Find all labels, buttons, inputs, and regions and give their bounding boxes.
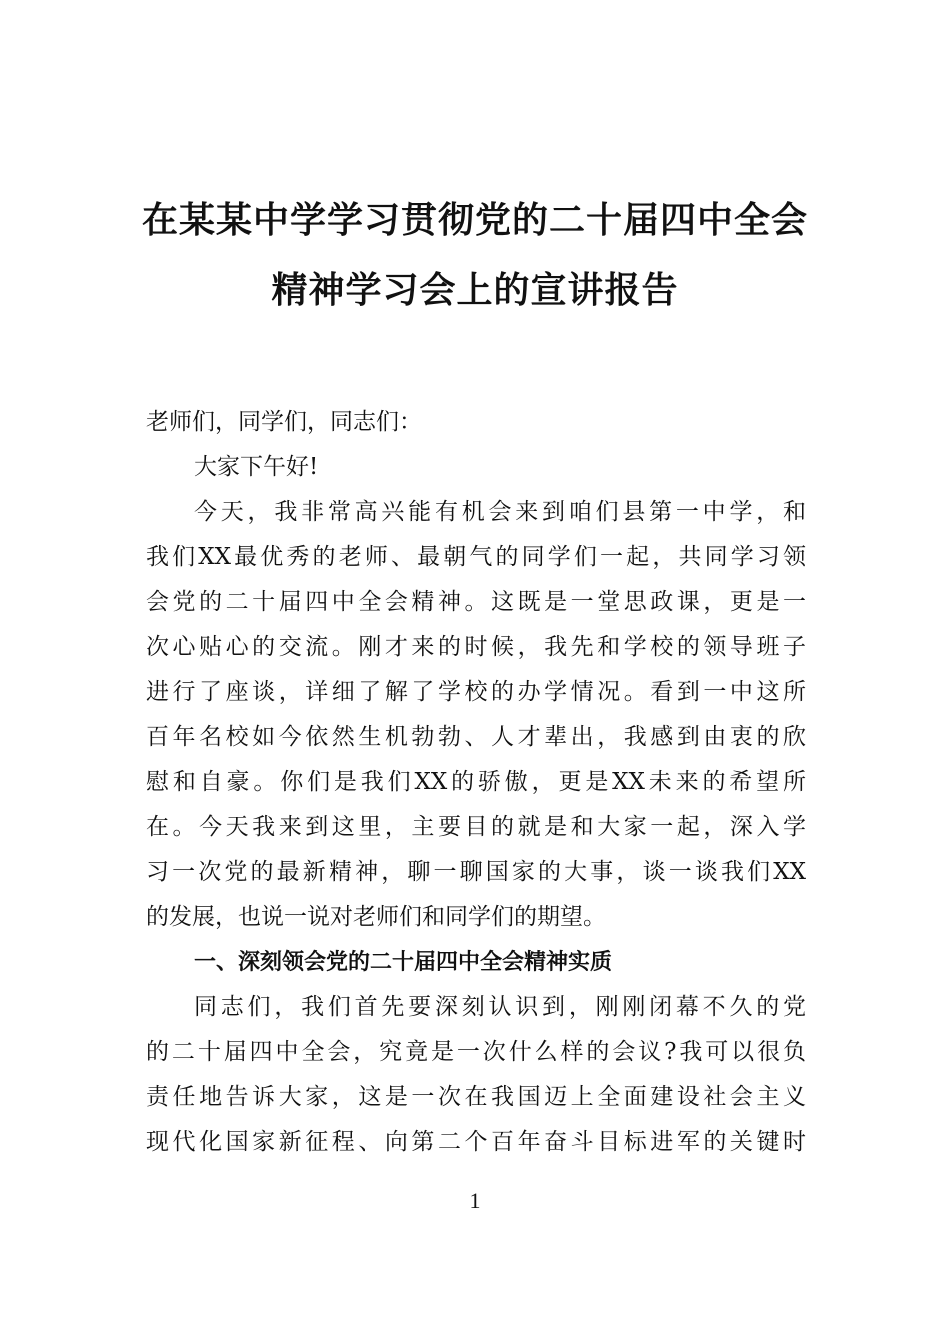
paragraph-1-line: 的发展，也说一说对老师们和同学们的期望。 xyxy=(146,904,606,930)
paragraph-1-line: 我们XX最优秀的老师、最朝气的同学们一起，共同学习领 xyxy=(146,544,806,570)
document-title-line-2: 精神学习会上的宣讲报告 xyxy=(271,270,679,311)
paragraph-1-line: 次心贴心的交流。刚才来的时候，我先和学校的领导班子 xyxy=(146,634,806,660)
paragraph-1-line: 进行了座谈，详细了解了学校的办学情况。看到一中这所 xyxy=(146,679,806,705)
paragraph-2-line: 同志们，我们首先要深刻认识到，刚刚闭幕不久的党 xyxy=(194,994,806,1020)
paragraph-1-line: 今天，我非常高兴能有机会来到咱们县第一中学，和 xyxy=(194,499,806,525)
paragraph-1-line: 会党的二十届四中全会精神。这既是一堂思政课，更是一 xyxy=(146,589,806,615)
paragraph-1-line: 慰和自豪。你们是我们XX的骄傲，更是XX未来的希望所 xyxy=(146,769,806,795)
salutation: 老师们，同学们，同志们： xyxy=(146,409,422,435)
paragraph-2-line: 现代化国家新征程、向第二个百年奋斗目标进军的关键时 xyxy=(146,1129,806,1155)
paragraph-1-line: 百年名校如今依然生机勃勃、人才辈出，我感到由衷的欣 xyxy=(146,724,806,750)
paragraph-2-line: 责任地告诉大家，这是一次在我国迈上全面建设社会主义 xyxy=(146,1084,806,1110)
page-number: 1 xyxy=(469,1188,481,1213)
paragraph-1-line: 习一次党的最新精神，聊一聊国家的大事，谈一谈我们XX xyxy=(146,859,806,885)
document-body xyxy=(146,400,806,1165)
paragraph-1-line: 在。今天我来到这里，主要目的就是和大家一起，深入学 xyxy=(146,814,806,840)
document-title-line-1: 在某某中学学习贯彻党的二十届四中全会 xyxy=(141,200,808,241)
greeting: 大家下午好! xyxy=(194,454,319,480)
section-heading: 一、深刻领会党的二十届四中全会精神实质 xyxy=(194,950,613,975)
paragraph-2-line: 的二十届四中全会，究竟是一次什么样的会议?我可以很负 xyxy=(146,1039,806,1065)
